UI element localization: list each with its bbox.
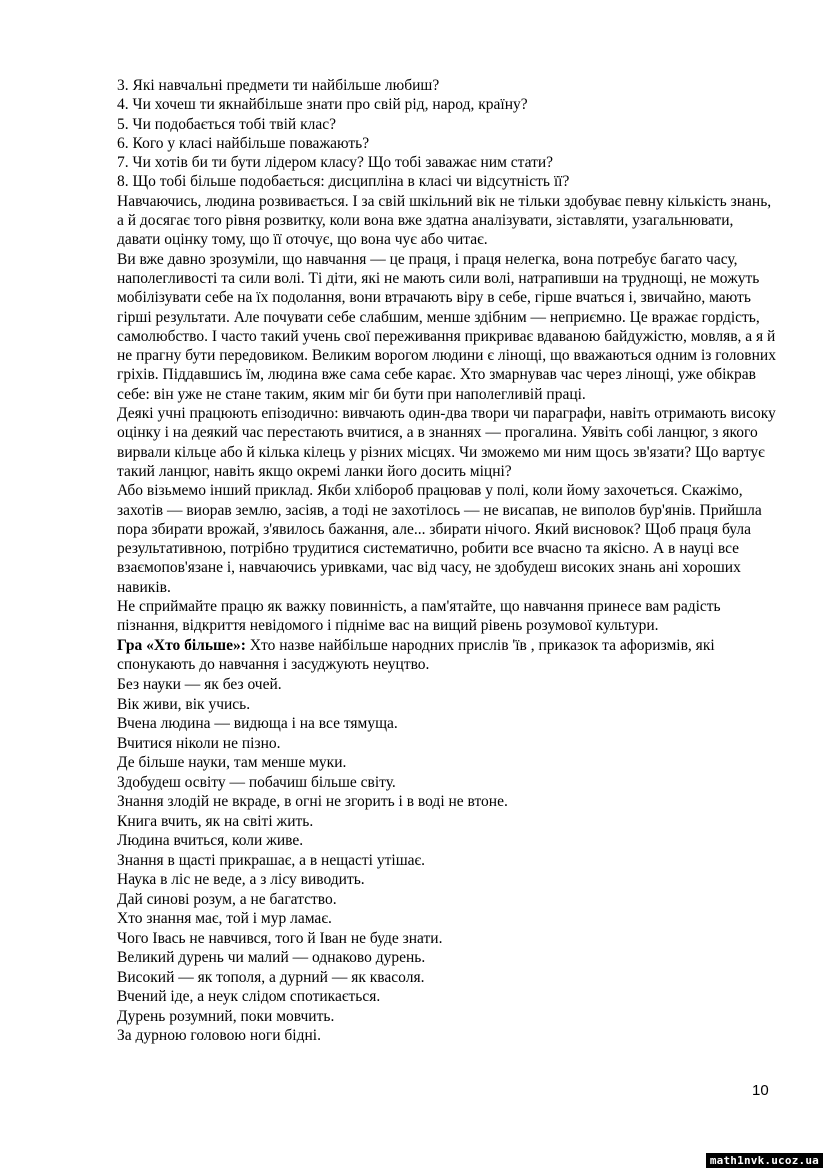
proverb-item: Без науки — як без очей.	[117, 676, 282, 694]
proverbs-list	[117, 675, 777, 1046]
proverb-item: Людина вчиться, коли живе.	[117, 832, 304, 850]
proverb-item: Дай синові розум, а не багатство.	[117, 890, 337, 908]
game-title: Гра «Хто більше»:	[117, 636, 246, 654]
proverb-item: Чого Івась не навчився, того й Іван не буде знати.	[117, 929, 443, 947]
game-text: Хто назве найбільше народних прислів 'їв , приказок та афоризмів, які спонукають до навчання і засуджують неуцтво.	[117, 636, 715, 673]
questions-list	[117, 76, 777, 192]
question-item: 3. Які навчальні предмети ти найбільше любиш?	[117, 77, 440, 94]
question-item: 7. Чи хотів би ти бути лідером класу? Що тобі заважає ним стати?	[117, 154, 554, 172]
proverb-item: Дурень розумний, поки мовчить.	[117, 1007, 335, 1025]
question-item: 6. Кого у класі найбільше поважають?	[117, 134, 370, 152]
proverb-item: Високий — як тополя, а дурний — як квасоля.	[117, 968, 425, 986]
paragraph: Або візьмемо інший приклад. Якби хлібороб працював у полі, коли йому захочеться. Скажімо, захотів — виорав землю, засіяв, а тоді не захотілось — не висапав, не виполов бур'янів. Прийшла пора збирати врожай, з'явилось бажання, але... збирати нічого. Який висновок? Щоб праця була результативною, потрібно трудитися систематично, робити все вчасно та якісно. А в науці все взаємопов'язане і, навчаючись уривками, час від часу, не здобудеш високих знань ані хороших навиків.	[117, 482, 762, 596]
proverb-item: Вчитися ніколи не пізно.	[117, 734, 281, 752]
page-body	[117, 76, 777, 1046]
page-number: 10	[752, 1082, 769, 1099]
proverb-item: Наука в ліс не веде, а з лісу виводить.	[117, 871, 365, 889]
paragraph: Деякі учні працюють епізодично: вивчають один-два твори чи параграфи, навіть отримають високу оцінку і на деякий час перестають вчитися, а в знаннях — прогалина. Уявіть собі ланцюг, з якого вирвали кільце або й кілька кілець у різних місцях. Чи зможемо ми ним щось зв'язати? Що вартує такий ланцюг, навіть якщо окремі ланки його досить міцні?	[117, 405, 776, 480]
proverb-item: Вчений іде, а неук слідом спотикається.	[117, 988, 381, 1006]
paragraph: Не сприймайте працю як важку повинність, а пам'ятайте, що навчання принесе вам радість пізнання, відкриття невідомого і підніме вас на вищий рівень розумової культури.	[117, 598, 721, 635]
proverb-item: Хто знання має, той і мур ламає.	[117, 910, 332, 928]
question-item: 4. Чи хочеш ти якнайбільше знати про свій рід, народ, країну?	[117, 96, 528, 114]
proverb-item: Знання в щасті прикрашає, а в нещасті утішає.	[117, 851, 426, 869]
proverb-item: Здобудеш освіту — побачиш більше світу.	[117, 773, 396, 791]
game-paragraph	[117, 636, 777, 675]
site-watermark: math1nvk.ucoz.ua	[706, 1153, 823, 1168]
proverb-item: Вчена людина — видюща і на все тямуща.	[117, 715, 398, 733]
paragraph: Навчаючись, людина розвивається. І за свій шкільний вік не тільки здобуває певну кількість знань, а й досягає того рівня розвитку, коли вона вже здатна аналізувати, зіставляти, узагальнювати, давати оцінку тому, що її оточує, що вона чує або читає.	[117, 192, 772, 249]
proverb-item: Книга вчить, як на світі жить.	[117, 812, 314, 830]
paragraph: Ви вже давно зрозуміли, що навчання — це праця, і праця нелегка, вона потребує багато часу, наполегливості та сили волі. Ті діти, які не мають сили волі, натрапивши на труднощі, не можуть мобілізувати себе на їх подолання, вони втрачають віру в себе, гірше вчаться і, звичайно, мають гірші результати. Але почувати себе слабшим, менше здібним — неприємно. Це вражає гордість, самолюбство. І часто такий учень свої переживання прикриває вдаваною байдужістю, мовляв, а я й не прагну бути передовиком. Великим ворогом людини є лінощі, що вважаються одним із головних гріхів. Піддавшись їм, людина вже сама себе карає. Хто змарнував час через лінощі, уже обікрав себе: він уже не стане таким, яким міг би бути при наполегливій праці.	[117, 250, 776, 403]
proverb-item: За дурною головою ноги бідні.	[117, 1027, 321, 1045]
proverb-item: Де більше науки, там менше муки.	[117, 754, 347, 772]
proverb-item: Вік живи, вік учись.	[117, 695, 251, 713]
question-item: 8. Що тобі більше подобається: дисципліна в класі чи відсутність її?	[117, 173, 570, 191]
question-item: 5. Чи подобається тобі твій клас?	[117, 115, 336, 133]
proverb-item: Великий дурень чи малий — однаково дурень.	[117, 949, 426, 967]
proverb-item: Знання злодій не вкраде, в огні не згорить і в воді не втоне.	[117, 793, 508, 811]
